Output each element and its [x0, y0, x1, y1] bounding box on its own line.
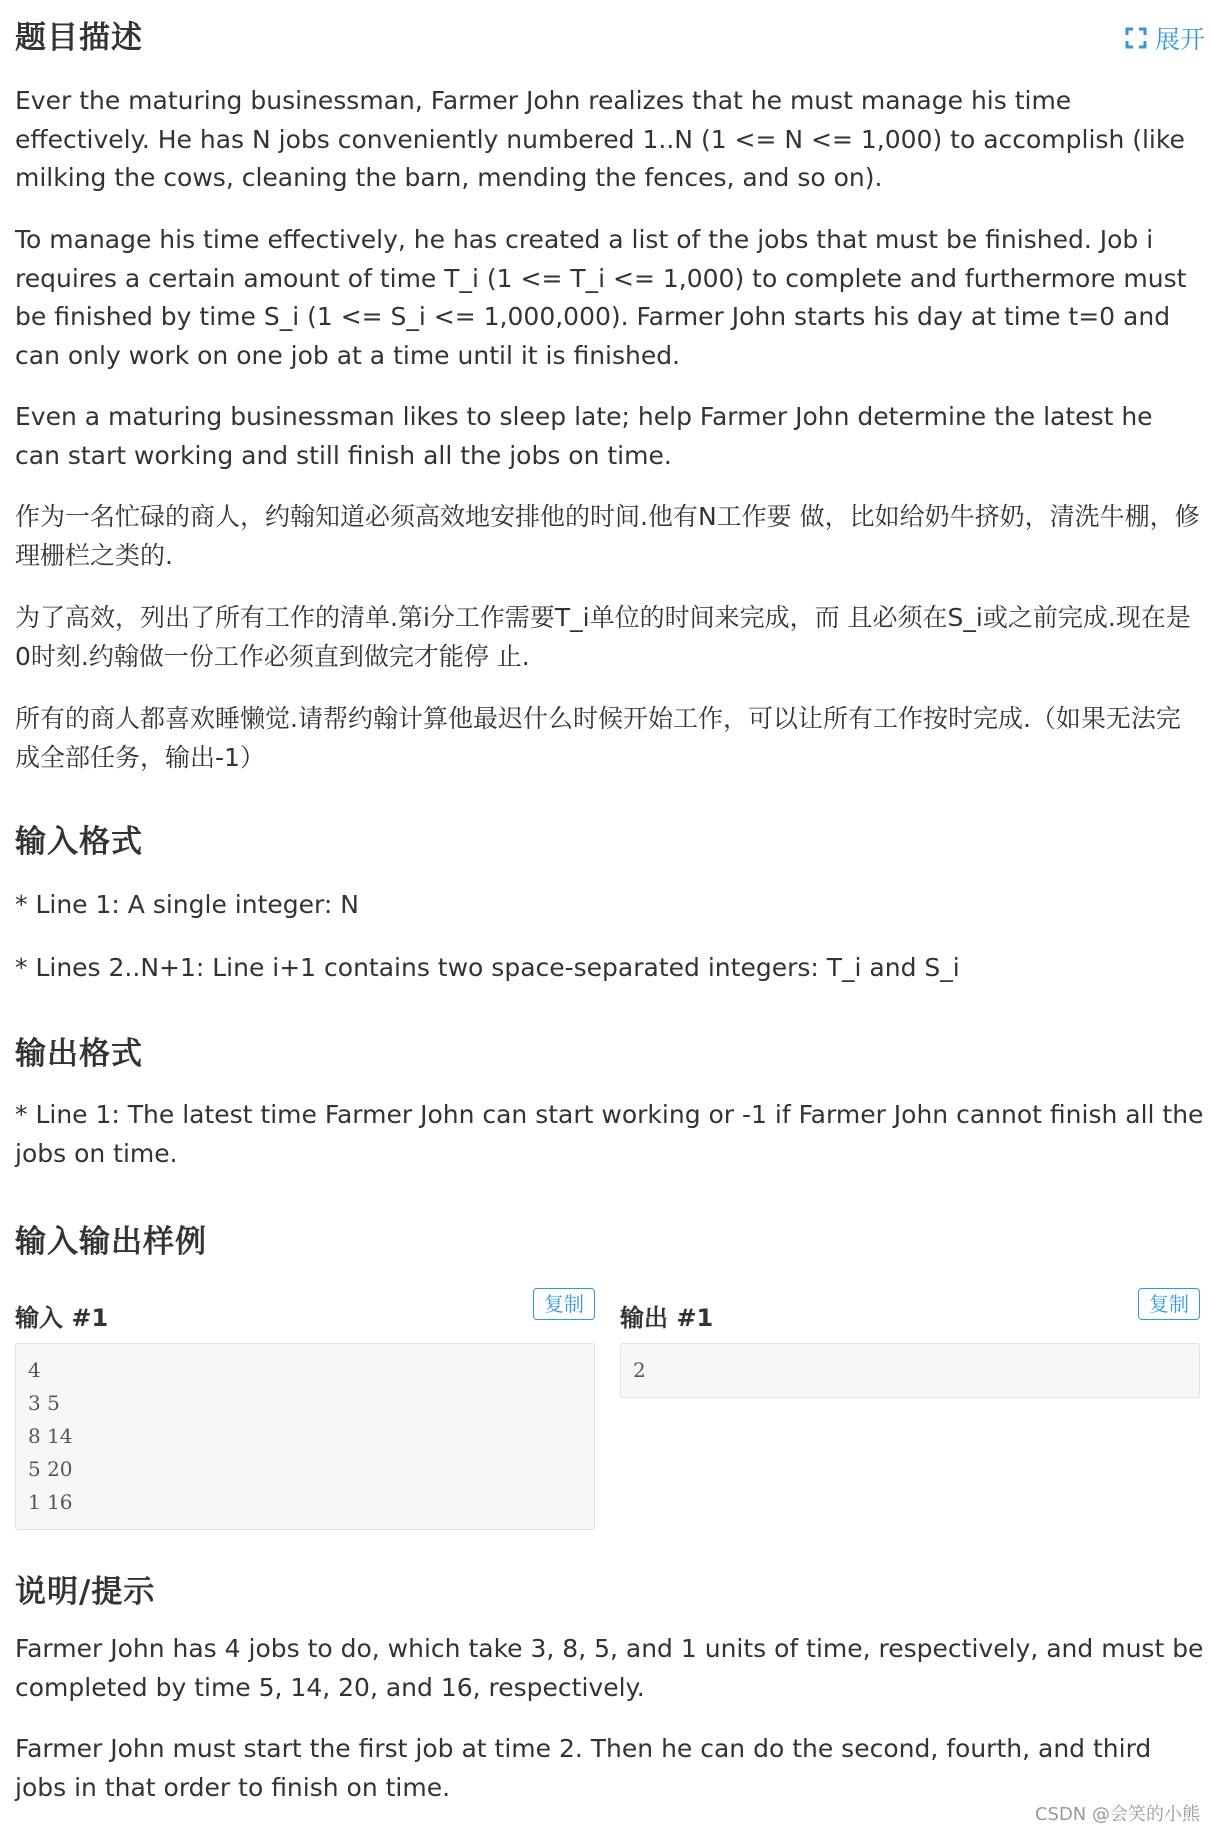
description-paragraph-3: Even a maturing businessman likes to sleep late; help Farmer John determine the latest he can start working and still finish all the jobs on time.	[15, 402, 1153, 470]
sample-output-panel	[620, 1288, 1200, 1398]
code-line: 3 5	[28, 1391, 60, 1415]
sample-output-title: 输出 #1	[620, 1304, 714, 1332]
sample-input-header	[15, 1288, 595, 1338]
code-line: 4	[28, 1358, 41, 1382]
description-paragraph-cn-3: 所有的商人都喜欢睡懒觉.请帮约翰计算他最迟什么时候开始工作，可以让所有工作按时完成.（如果无法完成全部任务，输出-1）	[15, 704, 1181, 772]
code-line: 8 14	[28, 1424, 73, 1448]
output-format-title: 输出格式	[15, 1036, 143, 1072]
input-format-line-1: * Line 1: A single integer: N	[15, 890, 359, 919]
code-line: 5 20	[28, 1457, 73, 1481]
input-format-title: 输入格式	[15, 824, 143, 860]
sample-output-code[interactable]	[620, 1343, 1200, 1398]
hint-title: 说明/提示	[15, 1574, 156, 1610]
code-line: 1 16	[28, 1490, 73, 1514]
description-header	[15, 0, 1205, 78]
samples-title: 输入输出样例	[15, 1224, 207, 1260]
description-paragraph-1: Ever the maturing businessman, Farmer John realizes that he must manage his time effectively. He has N jobs conveniently numbered 1..N (1 <= N <= 1,000) to accomplish (like milking the cows, cleaning the barn, mending the fences, and so on).	[15, 86, 1185, 192]
sample-input-code[interactable]	[15, 1343, 595, 1530]
watermark: CSDN @会笑的小熊	[1034, 1804, 1200, 1825]
hint-paragraph-2: Farmer John must start the first job at time 2. Then he can do the second, fourth, and third jobs in that order to finish on time.	[15, 1734, 1152, 1802]
sample-input-title: 输入 #1	[15, 1304, 109, 1332]
hint-paragraph-1: Farmer John has 4 jobs to do, which take 3, 8, 5, and 1 units of time, respectively, and must be completed by time 5, 14, 20, and 16, respectively.	[15, 1634, 1204, 1702]
description-paragraph-2: To manage his time effectively, he has created a list of the jobs that must be finished. Job i requires a certain amount of time T_i (1 <= T_i <= 1,000) to complete and furthermore must be finished by time S_i (1 <= S_i <= 1,000,000). Farmer John starts his day at time t=0 and can only work on one job at a time until it is finished.	[15, 225, 1187, 370]
sample-output-header	[620, 1288, 1200, 1338]
code-line: 2	[633, 1358, 646, 1382]
expand-icon	[1125, 27, 1147, 49]
copy-input-button[interactable]: 复制	[533, 1288, 595, 1320]
description-paragraph-cn-2: 为了高效，列出了所有工作的清单.第i分工作需要T_i单位的时间来完成，而 且必须在S_i或之前完成.现在是0时刻.约翰做一份工作必须直到做完才能停 止.	[15, 603, 1191, 671]
sample-input-panel	[15, 1288, 595, 1530]
description-paragraph-cn-1: 作为一名忙碌的商人，约翰知道必须高效地安排他的时间.他有N工作要 做，比如给奶牛挤奶，清洗牛棚，修理栅栏之类的.	[15, 502, 1200, 570]
problem-page	[15, 0, 1205, 1802]
expand-button[interactable]	[1125, 20, 1205, 56]
description-title: 题目描述	[15, 20, 143, 56]
expand-label: 展开	[1154, 25, 1205, 54]
input-format-line-2: * Lines 2..N+1: Line i+1 contains two space-separated integers: T_i and S_i	[15, 953, 960, 982]
copy-output-button[interactable]: 复制	[1138, 1288, 1200, 1320]
output-format-line-1: * Line 1: The latest time Farmer John can start working or -1 if Farmer John cannot finish all the jobs on time.	[15, 1100, 1204, 1168]
